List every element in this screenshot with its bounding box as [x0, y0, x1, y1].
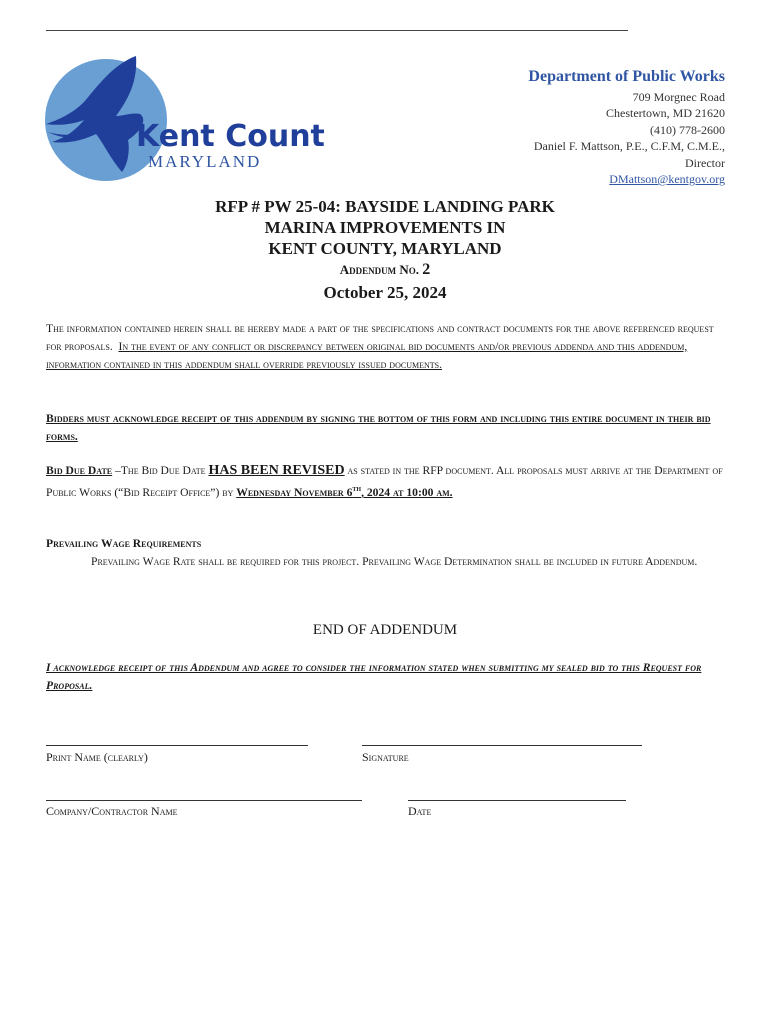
address-line-2: Chestertown, MD 21620: [606, 106, 725, 121]
deadline-day: Wednesday November 6: [236, 485, 353, 499]
logo-wordmark: Kent County: [136, 119, 324, 154]
top-rule: [46, 30, 628, 31]
bid-due-text-1: –The Bid Due Date: [115, 464, 206, 477]
intro-part-1: The information contained herein shall be hereby made a part of the specifications and contract documents for the above referenced request for proposals.: [46, 322, 714, 353]
intro-paragraph: [46, 320, 726, 374]
prevailing-wage-section: [46, 535, 726, 571]
bidders-notice: Bidders must acknowledge receipt of this addendum by signing the bottom of this form and including this entire document in their bid forms.: [46, 412, 711, 443]
addendum-date: October 25, 2024: [323, 283, 447, 302]
address-line-1: 709 Morgnec Road: [632, 90, 725, 104]
deadline-time: , 2024 at 10:00 am.: [361, 485, 453, 499]
department-address-block: [534, 89, 725, 187]
prevailing-wage-text: Prevailing Wage Rate shall be required for this project. Prevailing Wage Determination shall be included in future Addendum.: [91, 555, 698, 568]
bid-due-deadline: [236, 486, 452, 499]
director-email-link[interactable]: DMattson@kentgov.org: [609, 172, 725, 187]
prevailing-wage-heading: Prevailing Wage Requirements: [46, 537, 202, 550]
bid-due-heading: Bid Due Date: [46, 464, 113, 477]
kent-county-logo-graphic: [44, 54, 324, 189]
bid-due-paragraph: [46, 462, 726, 502]
phone-number: (410) 778-2600: [650, 122, 725, 137]
print-name-line[interactable]: [46, 745, 308, 746]
bid-due-revised: HAS BEEN REVISED: [208, 463, 345, 478]
title-line-2: MARINA IMPROVEMENTS IN: [264, 218, 506, 237]
company-name-line[interactable]: [46, 800, 362, 801]
deadline-superscript: th: [352, 484, 362, 493]
department-name: Department of Public Works: [528, 68, 725, 85]
print-name-label: Print Name (clearly): [46, 750, 148, 764]
kent-county-logo: [44, 54, 324, 189]
acknowledgement-statement: I acknowledge receipt of this Addendum and agree to consider the information stated when submitting my sealed bid to this Request for Proposal.: [46, 661, 702, 692]
title-line-1: RFP # PW 25-04: BAYSIDE LANDING PARK: [215, 197, 555, 216]
signature-line[interactable]: [362, 745, 642, 746]
date-line[interactable]: [408, 800, 626, 801]
company-name-label: Company/Contractor Name: [46, 804, 178, 818]
director-name: Daniel F. Mattson, P.E., C.F.M, C.M.E.,: [533, 139, 725, 154]
date-label: Date: [408, 804, 432, 818]
bid-due-text-2: as stated in the RFP document. All proposals must arrive at the Department of Public Works (“Bid Receipt Office”) by: [46, 464, 723, 499]
title-line-3: KENT COUNTY, MARYLAND: [268, 239, 502, 258]
end-of-addendum: END OF ADDENDUM: [312, 622, 458, 638]
document-title: [0, 196, 770, 303]
addendum-number-value: 2: [422, 261, 431, 278]
logo-state: MARYLAND: [148, 152, 262, 171]
intro-part-2: In the event of any conflict or discrepancy between original bid documents and/or previous addenda and this addendum, information contained in this addendum shall override previously issued documents.: [46, 340, 688, 371]
director-title: Director: [685, 155, 725, 170]
addendum-label: Addendum No.: [339, 262, 420, 277]
addendum-number: [0, 259, 770, 280]
signature-label: Signature: [362, 750, 409, 764]
